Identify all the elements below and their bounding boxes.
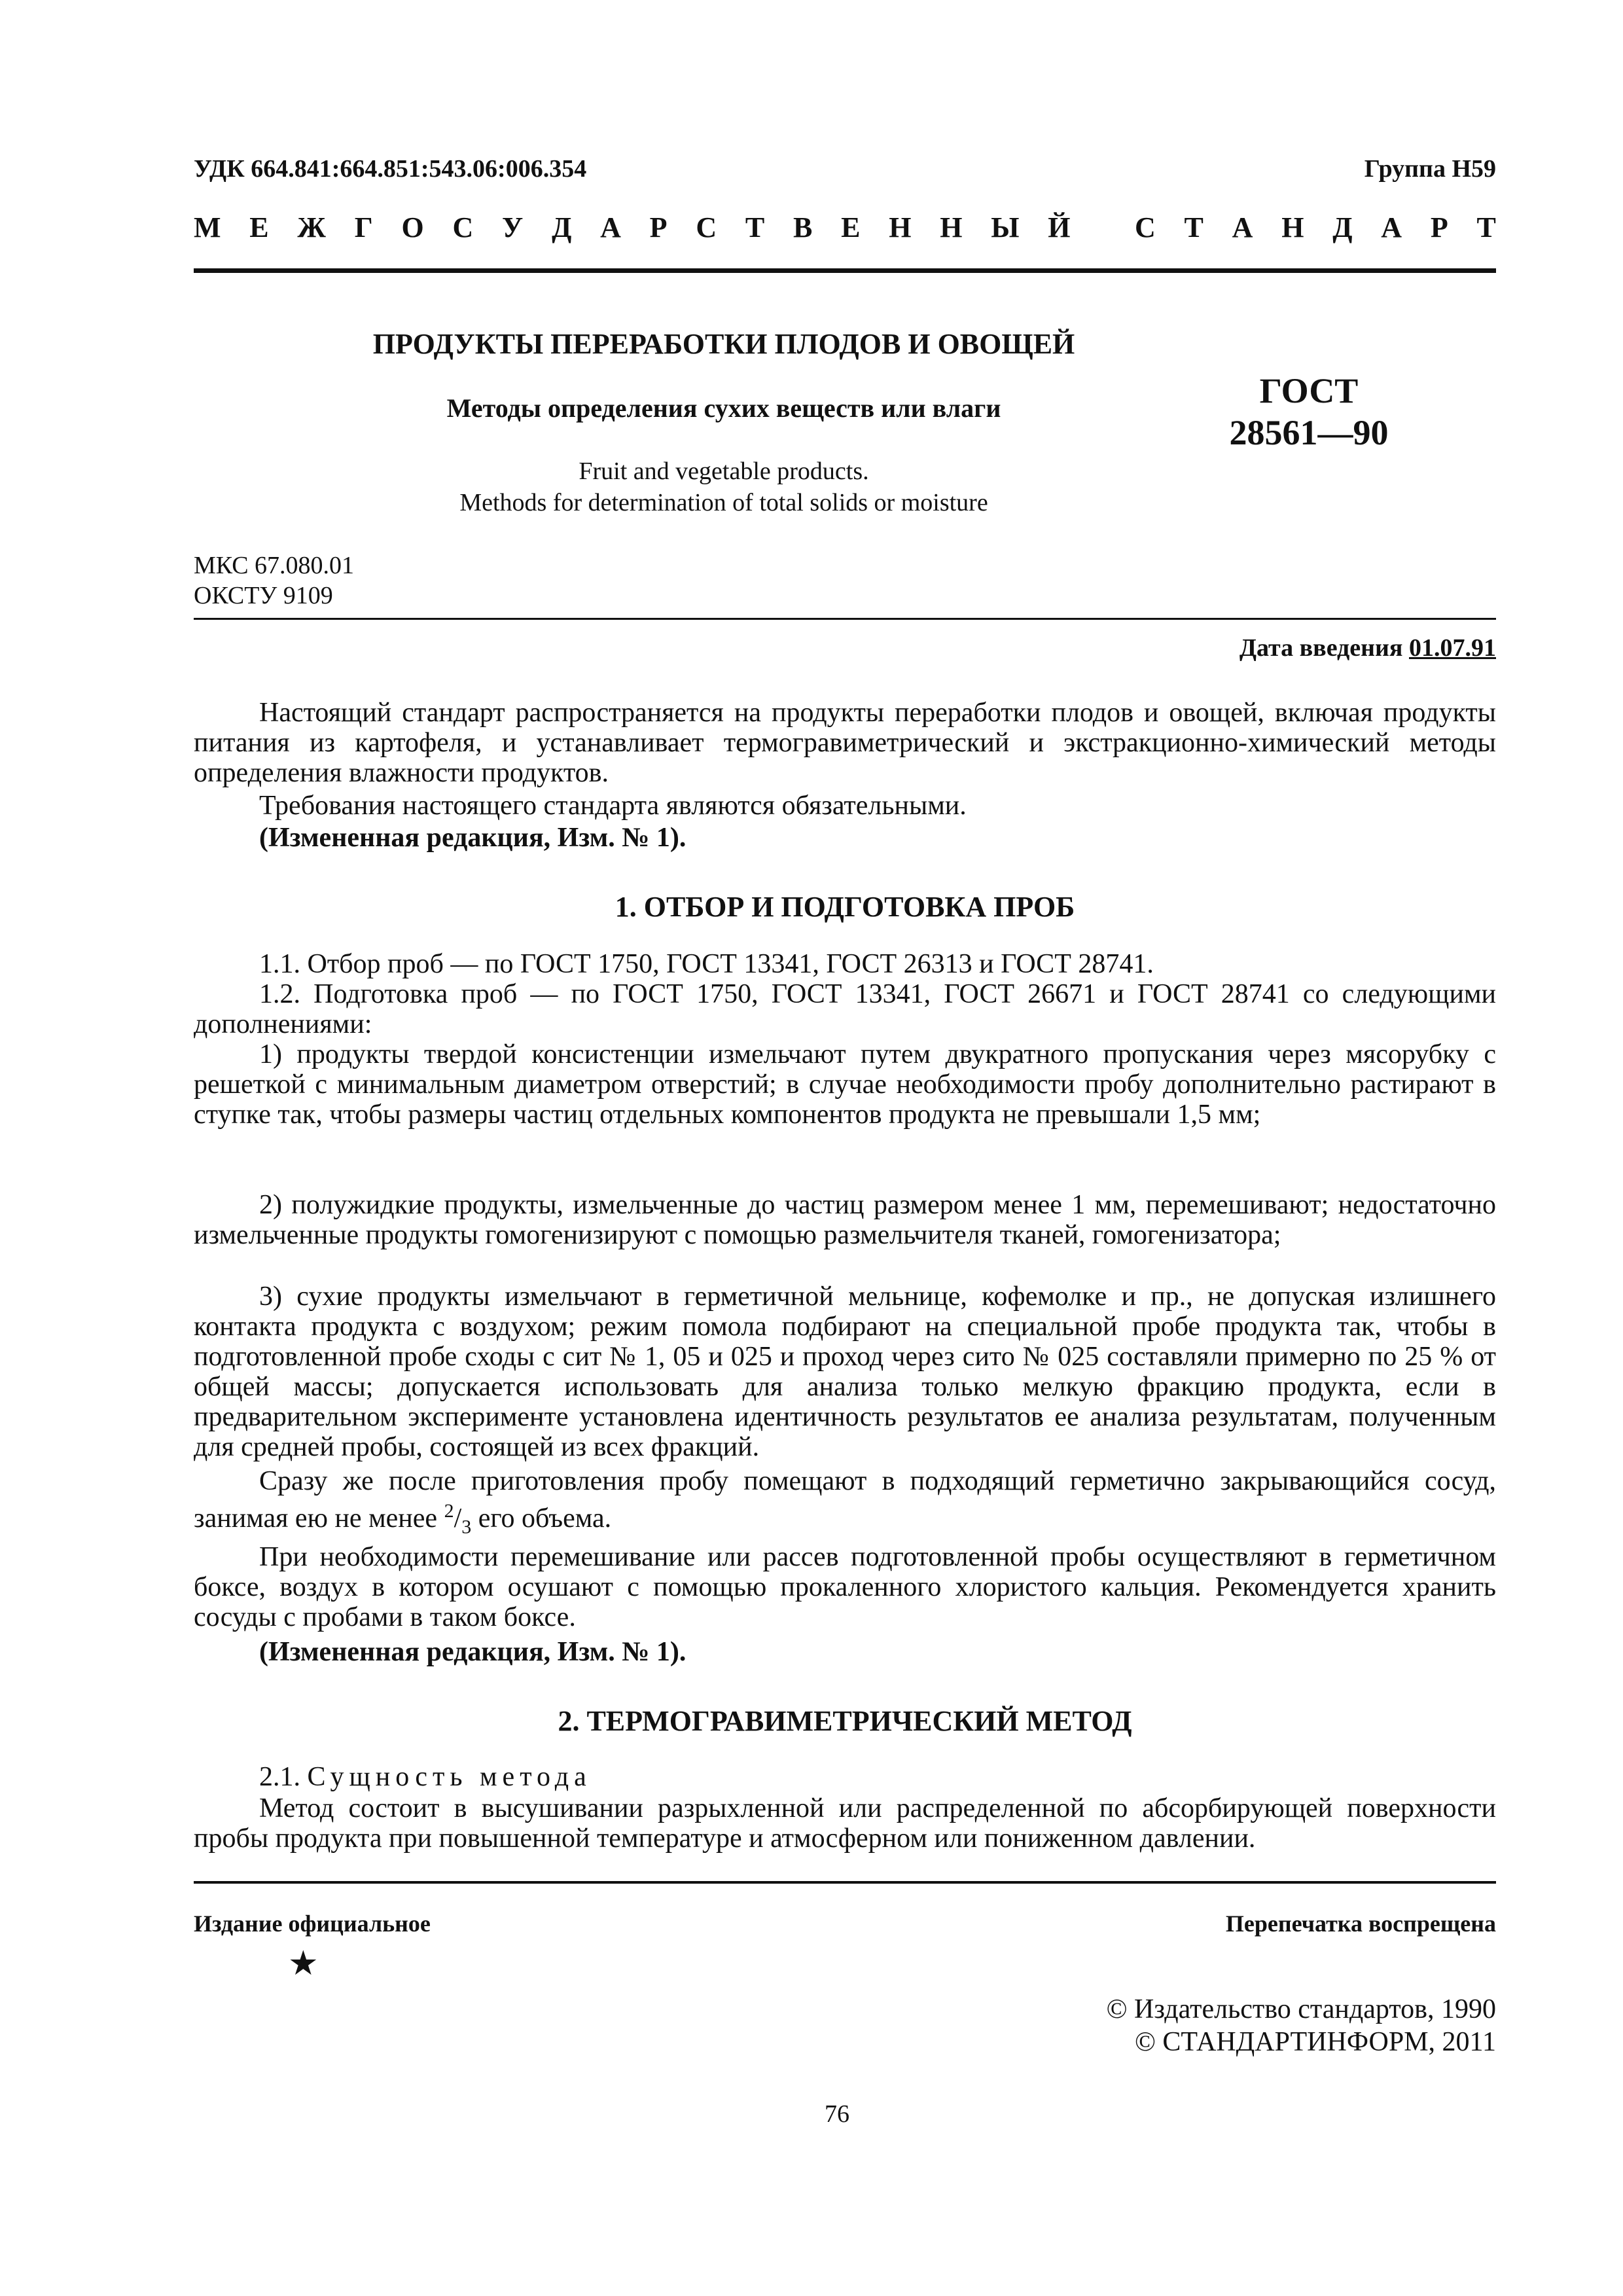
- copyright-1990: © Издательство стандартов, 1990: [1106, 1994, 1496, 2024]
- banner-letter: У: [502, 211, 524, 243]
- clause-2-1: [194, 1762, 1496, 1792]
- banner-letter: Ы: [991, 211, 1020, 243]
- introduction-date: [1240, 634, 1496, 662]
- fraction-numerator: 2: [444, 1500, 454, 1522]
- vessel-paragraph: [194, 1466, 1496, 1542]
- intro-mandatory: Требования настоящего стандарта являются обязательными.: [259, 791, 967, 821]
- list-item-2: 2) полужидкие продукты, измельченные до частиц размером менее 1 мм, перемешивают; недостаточно измельченные продукты гомогенизируют с помощью размельчителя тканей, гомогенизатора;: [194, 1190, 1496, 1250]
- banner-letter: А: [1232, 211, 1253, 243]
- fraction-separator: /: [454, 1503, 462, 1534]
- udk-code: УДК 664.841:664.851:543.06:006.354: [194, 155, 587, 183]
- interstate-standard-banner: [194, 211, 1496, 244]
- gost-label: ГОСТ: [1259, 371, 1359, 410]
- star-icon: ★: [288, 1945, 319, 1982]
- mks-code: МКС 67.080.01: [194, 552, 355, 579]
- method-paragraph: Метод состоит в высушивании разрыхленной или распределенной по абсорбирующей поверхности пробы продукта при повышенной температуре и атмосферном или пониженном давлении.: [194, 1793, 1496, 1854]
- intro-redaction-note: (Измененная редакция, Изм. № 1).: [259, 823, 687, 853]
- vessel-text-start: Сразу же после приготовления пробу помещают в подходящий герметично закрывающийся сосуд, занимая ею не менее: [194, 1466, 1496, 1534]
- banner-letter: С: [452, 211, 474, 243]
- clause-2-1-title: Сущность метода: [307, 1762, 592, 1792]
- reprint-prohibited-label: Перепечатка воспрещена: [1225, 1910, 1496, 1937]
- clause-1-1: 1.1. Отбор проб — по ГОСТ 1750, ГОСТ 13341, ГОСТ 26313 и ГОСТ 28741.: [259, 949, 1154, 979]
- fraction-denominator: 3: [461, 1516, 472, 1538]
- gost-number: 28561—90: [1229, 413, 1389, 452]
- banner-letter: Р: [1430, 211, 1448, 243]
- introduction-date-label: Дата введения: [1239, 634, 1403, 662]
- box-paragraph: При необходимости перемешивание или рассев подготовленной пробы осуществляют в герметичном боксе, воздух в котором осушают с помощью прокаленного хлористого кальция. Рекомендуется хранить сосуды с пробами в таком боксе.: [194, 1542, 1496, 1632]
- banner-letter: Е: [841, 211, 861, 243]
- banner-letter: Д: [1332, 211, 1353, 243]
- section-2-heading: 2. ТЕРМОГРАВИМЕТРИЧЕСКИЙ МЕТОД: [558, 1705, 1132, 1737]
- banner-letter: Е: [249, 211, 269, 243]
- banner-letter: Ж: [297, 211, 326, 243]
- document-subtitle-ru: Методы определения сухих веществ или влаги: [446, 393, 1001, 423]
- vessel-text-end: его объема.: [471, 1503, 612, 1534]
- page-number: 76: [825, 2100, 849, 2128]
- banner-letter: Т: [745, 211, 765, 243]
- banner-letter: Й: [1048, 211, 1071, 243]
- banner-letter: Н: [940, 211, 963, 243]
- banner-letter: Н: [889, 211, 912, 243]
- okstu-code: ОКСТУ 9109: [194, 582, 333, 609]
- document-subtitle-en-line1: Fruit and vegetable products.: [579, 457, 869, 485]
- section-1-redaction-note: (Измененная редакция, Изм. № 1).: [259, 1637, 687, 1667]
- banner-letter: В: [793, 211, 813, 243]
- header-rule: [194, 268, 1496, 273]
- document-subtitle-en-line2: Methods for determination of total solids or moisture: [459, 489, 988, 516]
- clause-1-2: 1.2. Подготовка проб — по ГОСТ 1750, ГОСТ 13341, ГОСТ 26671 и ГОСТ 28741 со следующими дополнениями:: [194, 979, 1496, 1039]
- clause-2-1-number: 2.1.: [259, 1762, 300, 1792]
- banner-letter: Г: [354, 211, 373, 243]
- copyright-2011: © СТАНДАРТИНФОРМ, 2011: [1135, 2027, 1496, 2057]
- banner-letter: Р: [649, 211, 668, 243]
- banner-letter: С: [696, 211, 717, 243]
- banner-letter: А: [1381, 211, 1402, 243]
- section-1-heading: 1. ОТБОР И ПОДГОТОВКА ПРОБ: [615, 891, 1075, 923]
- banner-letter: О: [401, 211, 424, 243]
- banner-letter: С: [1135, 211, 1156, 243]
- codes-rule: [194, 618, 1496, 620]
- document-title: ПРОДУКТЫ ПЕРЕРАБОТКИ ПЛОДОВ И ОВОЩЕЙ: [372, 328, 1075, 360]
- official-edition-label: Издание официальное: [194, 1910, 431, 1937]
- banner-letter: Н: [1281, 211, 1304, 243]
- list-item-3: 3) сухие продукты измельчают в герметичной мельнице, кофемолке и пр., не допуская излишнего контакта продукта с воздухом; режим помола подбирают на специальной пробе продукта так, чтобы в подготовленной пробе сходы с сит № 1, 05 и 025 и проход через сито № 025 составляли примерно по 25 % от общей массы; допускается использовать для анализа только мелкую фракцию продукта, если в предварительном эксперименте установлена идентичность результатов ее анализа результатам, полученным для средней пробы, состоящей из всех фракций.: [194, 1282, 1496, 1462]
- banner-letter: М: [194, 211, 221, 243]
- footer-rule: [194, 1881, 1496, 1884]
- banner-letter: А: [600, 211, 621, 243]
- group-code: Группа Н59: [1364, 155, 1496, 183]
- banner-letter: Т: [1184, 211, 1204, 243]
- banner-letter: [1099, 211, 1106, 244]
- intro-paragraph: Настоящий стандарт распространяется на продукты переработки плодов и овощей, включая продукты питания из картофеля, и устанавливает термогравиметрический и экстракционно-химический методы определения влажности продуктов.: [194, 698, 1496, 788]
- list-item-1: 1) продукты твердой консистенции измельчают путем двукратного пропускания через мясорубку с решеткой с минимальным диаметром отверстий; в случае необходимости пробу дополнительно растирают в ступке так, чтобы размеры частиц отдельных компонентов продукта не превышали 1,5 мм;: [194, 1039, 1496, 1130]
- banner-letter: Д: [552, 211, 572, 243]
- introduction-date-value: 01.07.91: [1409, 634, 1496, 662]
- banner-letter: Т: [1476, 211, 1496, 243]
